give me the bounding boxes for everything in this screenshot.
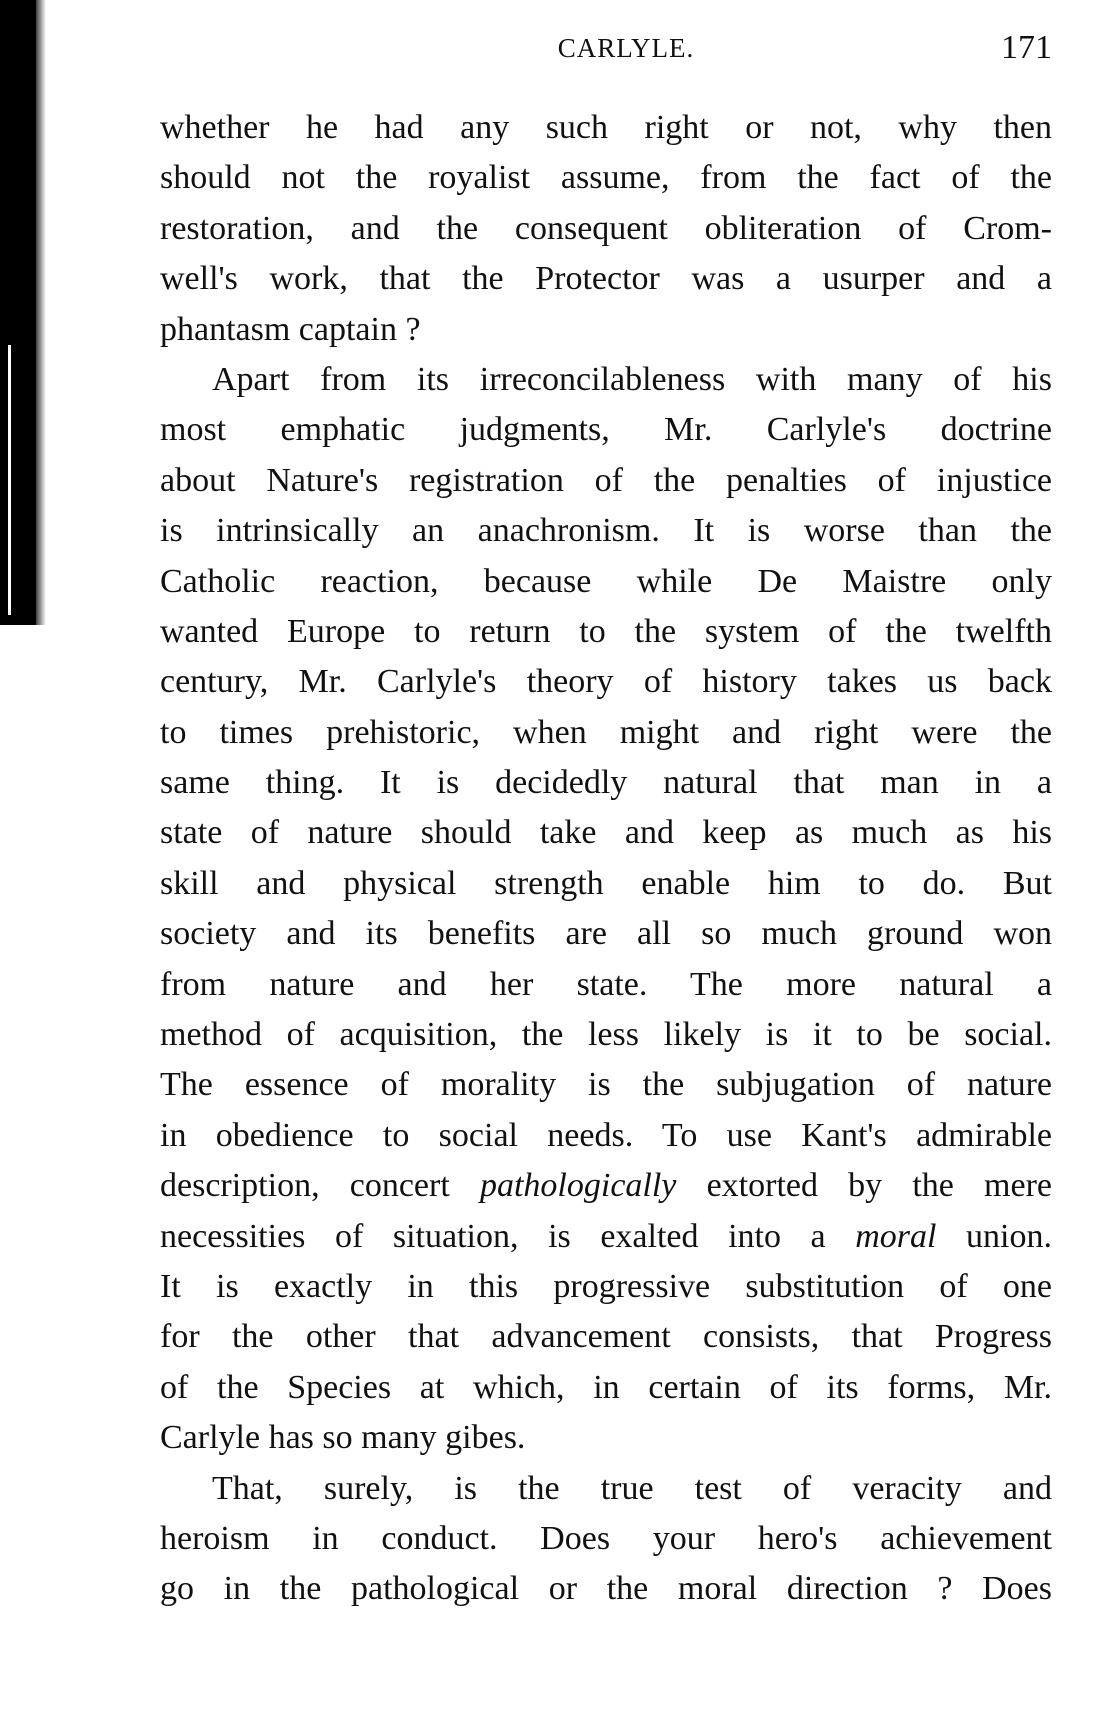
paragraph — [160, 103, 1052, 355]
text-line: method of acquisition, the less likely is it to be social. — [160, 1016, 1052, 1054]
text-line: to times prehistoric, when might and right were the — [160, 713, 1052, 751]
text-line: is intrinsically an anachronism. It is worse than the — [160, 512, 1052, 550]
text-line: go in the pathological or the moral direction ? Does — [160, 1570, 1052, 1608]
text-line: in obedience to social needs. To use Kant's admirable — [160, 1116, 1052, 1154]
binding-highlight — [8, 345, 11, 615]
text-run: necessities of situation, is exalted into a — [160, 1217, 856, 1255]
text-line: skill and physical strength enable him to do. But — [160, 864, 1052, 902]
text-line: state of nature should take and keep as much as his — [160, 814, 1052, 852]
page-binding-shadow — [0, 0, 36, 625]
text-line: century, Mr. Carlyle's theory of history takes us back — [160, 663, 1052, 701]
text-line: same thing. It is decidedly natural that man in a — [160, 764, 1052, 802]
text-run: union. — [936, 1217, 1052, 1255]
text-line: Carlyle has so many gibes. — [160, 1419, 526, 1457]
italic-word: pathologically — [479, 1167, 677, 1205]
text-line: Apart from its irreconcilableness with many of his — [212, 360, 1052, 398]
text-line: of the Species at which, in certain of its forms, Mr. — [160, 1368, 1052, 1406]
body-text — [160, 103, 1052, 1615]
text-line: Catholic reaction, because while De Maistre only — [160, 562, 1052, 600]
paragraph — [160, 355, 1052, 1464]
running-header — [160, 26, 1052, 70]
text-line: heroism in conduct. Does your hero's achievement — [160, 1519, 1052, 1557]
text-run: extorted by the mere — [676, 1167, 1052, 1205]
text-line: wanted Europe to return to the system of the twelfth — [160, 612, 1052, 650]
text-line: most emphatic judgments, Mr. Carlyle's doctrine — [160, 411, 1052, 449]
text-line: well's work, that the Protector was a usurper and a — [160, 260, 1052, 298]
text-run: description, concert — [160, 1167, 480, 1205]
text-line: about Nature's registration of the penalties of injustice — [160, 461, 1052, 499]
text-line: The essence of morality is the subjugation of nature — [160, 1066, 1052, 1104]
text-line: restoration, and the consequent obliteration of Crom- — [160, 209, 1052, 247]
paragraph — [160, 1464, 1052, 1615]
text-line: for the other that advancement consists, that Progress — [160, 1318, 1052, 1356]
text-line: should not the royalist assume, from the fact of the — [160, 159, 1052, 197]
text-line-with-italic — [160, 1161, 1052, 1211]
page-number: 171 — [1001, 29, 1052, 66]
text-line: That, surely, is the true test of veracity and — [212, 1469, 1052, 1507]
text-line: society and its benefits are all so much ground won — [160, 915, 1052, 953]
italic-word: moral — [855, 1217, 937, 1255]
text-line: whether he had any such right or not, why then — [160, 109, 1052, 146]
running-title: CARLYLE. — [557, 33, 695, 63]
text-line-with-italic — [160, 1212, 1052, 1262]
text-line: phantasm captain ? — [160, 310, 421, 348]
text-line: from nature and her state. The more natural a — [160, 965, 1052, 1003]
text-line: It is exactly in this progressive substitution of one — [160, 1267, 1052, 1305]
